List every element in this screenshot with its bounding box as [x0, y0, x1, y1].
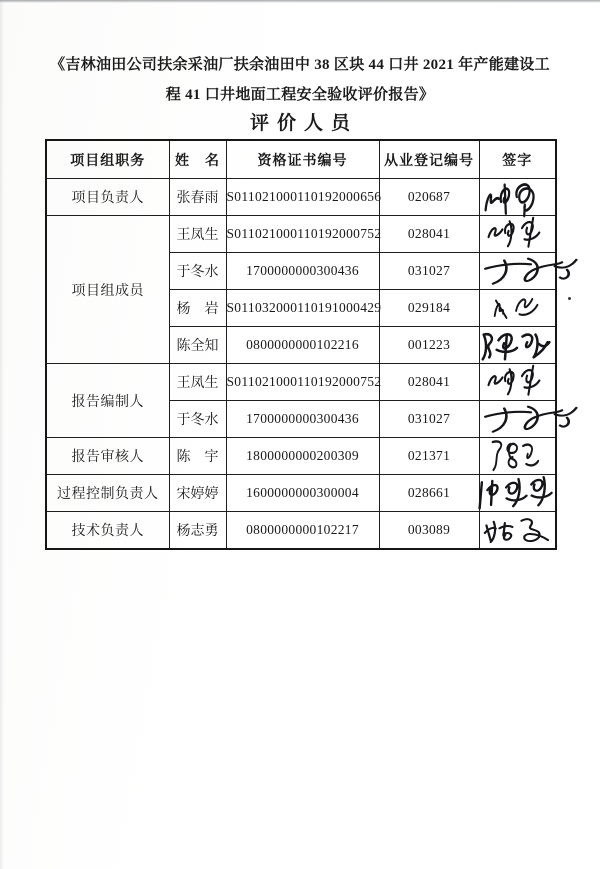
handwritten-signature — [483, 437, 547, 475]
role-cell: 项目组成员 — [46, 216, 169, 364]
certificate-number-cell: 1600000000300004 — [226, 475, 379, 512]
signature-cell — [479, 179, 556, 216]
signature-cell — [479, 364, 556, 401]
signature-cell — [479, 475, 556, 512]
ink-speck-artifact — [568, 297, 571, 300]
table-row — [46, 438, 556, 475]
header-signature: 签字 — [479, 140, 556, 179]
table-row — [46, 512, 556, 550]
header-role: 项目组职务 — [46, 140, 169, 179]
name-cell: 宋婷婷 — [169, 475, 226, 512]
registration-number-cell: 001223 — [379, 327, 479, 364]
role-cell: 技术负责人 — [46, 512, 169, 550]
registration-number-cell: 003089 — [379, 512, 479, 550]
role-cell: 报告编制人 — [46, 364, 169, 438]
table-row — [46, 364, 556, 401]
signature-cell — [479, 216, 556, 253]
certificate-number-cell: 0800000000102216 — [226, 327, 379, 364]
signature-cell — [479, 290, 556, 327]
registration-number-cell: 031027 — [379, 253, 479, 290]
role-cell: 报告审核人 — [46, 438, 169, 475]
handwritten-signature — [484, 214, 554, 255]
table-row — [46, 179, 556, 216]
signature-cell — [479, 438, 556, 475]
certificate-number-cell: 0800000000102217 — [226, 512, 379, 550]
name-cell: 陈 宇 — [169, 438, 226, 475]
handwritten-signature — [483, 398, 580, 437]
header-name: 姓 名 — [169, 140, 226, 179]
signature-cell — [479, 512, 556, 550]
handwritten-signature — [484, 362, 554, 403]
registration-number-cell: 028661 — [379, 475, 479, 512]
table-header-row — [46, 140, 556, 179]
certificate-number-cell: S011032000110191000429 — [226, 290, 379, 327]
certificate-number-cell: 1700000000300436 — [226, 401, 379, 438]
registration-number-cell: 021371 — [379, 438, 479, 475]
handwritten-signature — [483, 250, 580, 289]
name-cell: 于冬水 — [169, 253, 226, 290]
report-title-line-1: 《吉林油田公司扶余采油厂扶余油田中 38 区块 44 口井 2021 年产能建设工 — [50, 57, 550, 73]
name-cell: 王凤生 — [169, 364, 226, 401]
name-cell: 陈全知 — [169, 327, 226, 364]
signature-cell — [479, 253, 556, 290]
registration-number-cell: 028041 — [379, 364, 479, 401]
registration-number-cell: 031027 — [379, 401, 479, 438]
scan-artifact-top-edge — [0, 0, 600, 3]
signature-cell — [479, 401, 556, 438]
registration-number-cell: 029184 — [379, 290, 479, 327]
table-row — [46, 216, 556, 253]
name-cell: 杨 岩 — [169, 290, 226, 327]
role-cell: 过程控制负责人 — [46, 475, 169, 512]
certificate-number-cell: S011021000110192000656 — [226, 179, 379, 216]
handwritten-signature — [480, 328, 554, 364]
name-cell: 于冬水 — [169, 401, 226, 438]
header-certificate-number: 资格证书编号 — [226, 140, 379, 179]
name-cell: 杨志勇 — [169, 512, 226, 550]
signature-cell — [479, 327, 556, 364]
handwritten-signature — [482, 514, 557, 549]
header-registration-number: 从业登记编号 — [379, 140, 479, 179]
certificate-number-cell: S011021000110192000752 — [226, 216, 379, 253]
registration-number-cell: 020687 — [379, 179, 479, 216]
registration-number-cell: 028041 — [379, 216, 479, 253]
name-cell: 张春雨 — [169, 179, 226, 216]
role-cell: 项目负责人 — [46, 179, 169, 216]
handwritten-signature — [487, 289, 551, 327]
report-title-line-2: 程 41 口井地面工程安全验收评价报告》 — [165, 87, 435, 103]
section-title: 评价人员 — [249, 113, 358, 134]
personnel-table — [45, 139, 557, 550]
certificate-number-cell: 1800000000200309 — [226, 438, 379, 475]
name-cell: 王凤生 — [169, 216, 226, 253]
handwritten-signature — [477, 473, 562, 514]
certificate-number-cell: S011021000110192000752 — [226, 364, 379, 401]
report-title — [30, 50, 570, 110]
certificate-number-cell: 1700000000300436 — [226, 253, 379, 290]
table-row — [46, 475, 556, 512]
